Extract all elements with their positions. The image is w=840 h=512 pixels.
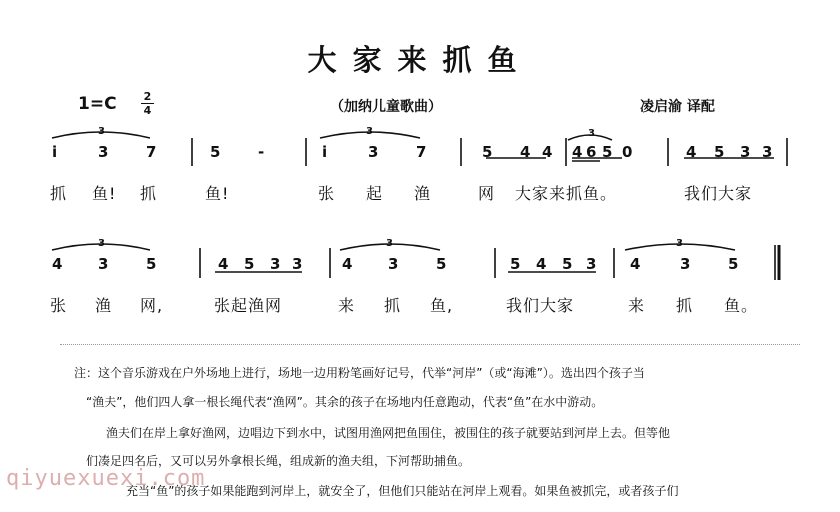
- note: 6: [586, 143, 598, 161]
- triplet-mark: 3: [676, 238, 683, 249]
- lyric: 渔: [95, 296, 113, 315]
- note: 4: [542, 143, 554, 161]
- note: 5: [562, 255, 574, 273]
- note: 3: [586, 255, 598, 273]
- time-signature-top: 2: [143, 90, 152, 103]
- lyric: 抓: [140, 184, 158, 203]
- lyric: 网,: [140, 296, 164, 315]
- note: 4: [536, 255, 548, 273]
- note: 3: [98, 143, 110, 161]
- note: 5: [244, 255, 256, 273]
- lyric: 抓: [676, 296, 694, 315]
- triplet-mark: 3: [386, 238, 393, 249]
- note: 5: [146, 255, 158, 273]
- notes-line: 充当“鱼”的孩子如果能跑到河岸上，就安全了，但他们只能站在河岸上观看。如果鱼被抓完，或者孩子们: [126, 484, 679, 498]
- lyric: 鱼!: [92, 184, 117, 203]
- triplet-mark: 3: [98, 126, 105, 137]
- note: 5: [436, 255, 448, 273]
- note: i: [52, 143, 59, 161]
- credit: 凌启渝 译配: [640, 99, 715, 115]
- lyric: 来: [628, 296, 646, 315]
- lyric: 渔: [414, 184, 432, 203]
- lyric: 网: [478, 184, 496, 203]
- notes-line: “渔夫”，他们四人拿一根长绳代表“渔网”。其余的孩子在场地内任意跑动，代表“鱼”在水中游动。: [86, 395, 604, 409]
- lyric: 鱼。: [724, 296, 759, 315]
- lyric: 鱼!: [205, 184, 230, 203]
- divider: [60, 344, 800, 345]
- note: 4: [572, 143, 584, 161]
- lyric: 鱼,: [430, 296, 454, 315]
- note: 3: [270, 255, 282, 273]
- note: 4: [342, 255, 354, 273]
- note: 5: [510, 255, 522, 273]
- note: 5: [210, 143, 222, 161]
- subtitle: （加纳儿童歌曲）: [330, 99, 442, 115]
- lyric: 张起渔网: [214, 296, 283, 315]
- triplet-mark: 3: [98, 238, 105, 249]
- note: 4: [520, 143, 532, 161]
- triplet-mark: 3: [588, 128, 595, 139]
- lyric: 张: [50, 296, 68, 315]
- lyric: 来: [338, 296, 356, 315]
- lyric: 我们大家: [684, 184, 753, 203]
- note: 3: [680, 255, 692, 273]
- lyric: 抓: [50, 184, 68, 203]
- note: 5: [728, 255, 740, 273]
- note: 3: [762, 143, 774, 161]
- note: 3: [292, 255, 304, 273]
- note: 3: [98, 255, 110, 273]
- lyric: 大家来抓鱼。: [515, 184, 618, 203]
- note: 5: [482, 143, 494, 161]
- note: 5: [714, 143, 726, 161]
- notes-line: 们凑足四名后，又可以另外拿根长绳，组成新的渔夫组，下河帮助捕鱼。: [86, 454, 471, 468]
- note: 4: [52, 255, 64, 273]
- note: 0: [622, 143, 634, 161]
- note: 3: [740, 143, 752, 161]
- site-watermark: qiyuexuexi.com: [6, 466, 206, 491]
- lyric: 我们大家: [506, 296, 575, 315]
- note: 4: [686, 143, 698, 161]
- note: 4: [218, 255, 230, 273]
- notes-line: 渔夫们在岸上拿好渔网，边唱边下到水中，试图用渔网把鱼围住，被围住的孩子就要站到河岸上去。但等他: [106, 426, 671, 440]
- notes-line: 注：这个音乐游戏在户外场地上进行，场地一边用粉笔画好记号，代举“河岸”（或“海滩”）。选出四个孩子当: [74, 366, 645, 380]
- note: -: [258, 143, 266, 161]
- lyric: 起: [366, 184, 384, 203]
- note: 5: [602, 143, 614, 161]
- note: 7: [416, 143, 428, 161]
- time-signature-bottom: 4: [143, 104, 152, 117]
- note: 3: [388, 255, 400, 273]
- lyric: 抓: [384, 296, 402, 315]
- triplet-mark: 3: [366, 126, 373, 137]
- note: 4: [630, 255, 642, 273]
- note: 3: [368, 143, 380, 161]
- key-signature: 1=C: [78, 94, 117, 114]
- note: i: [322, 143, 329, 161]
- song-title: 大家来抓鱼: [307, 43, 533, 77]
- lyric: 张: [318, 184, 336, 203]
- note: 7: [146, 143, 158, 161]
